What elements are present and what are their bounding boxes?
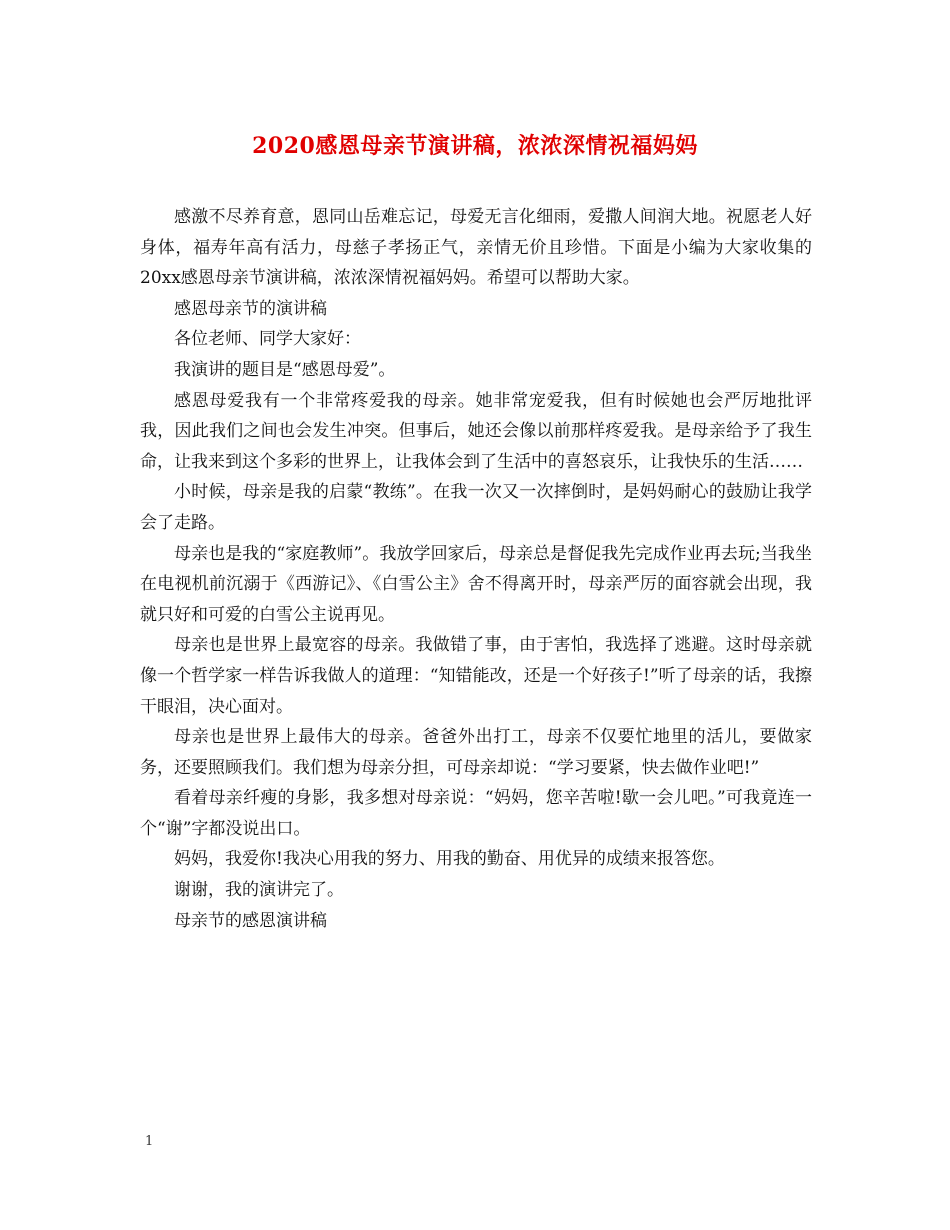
paragraph: 谢谢，我的演讲完了。 [174,880,344,901]
document-title: 2020感恩母亲节演讲稿，浓浓深情祝福妈妈 [252,133,698,159]
paragraph: 看着母亲纤瘦的身影，我多想对母亲说：“妈妈，您辛苦啦!歇一会儿吧。”可我竟连一个“谢”字都没说出口。 [140,788,812,839]
paragraph-heading-2: 母亲节的感恩演讲稿 [174,910,327,931]
paragraph-topic: 我演讲的题目是“感恩母爱”。 [174,359,396,380]
paragraph: 感恩母爱我有一个非常疼爱我的母亲。她非常宠爱我，但有时候她也会严厉地批评我，因此我们之间也会发生冲突。但事后，她还会像以前那样疼爱我。是母亲给予了我生命，让我来到这个多彩的世界上，让我体会到了生活中的喜怒哀乐，让我快乐的生活…… [140,390,812,472]
paragraph: 母亲也是我的“家庭教师”。我放学回家后，母亲总是督促我先完成作业再去玩;当我坐在电视机前沉溺于《西游记》、《白雪公主》舍不得离开时，母亲严厉的面容就会出现，我就只好和可爱的白雪公主说再见。 [140,543,812,625]
paragraph-greeting: 各位老师、同学大家好： [174,329,361,350]
page-number: 1 [145,1134,154,1149]
paragraph: 母亲也是世界上最伟大的母亲。爸爸外出打工，母亲不仅要忙地里的活儿，要做家务，还要照顾我们。我们想为母亲分担，可母亲却说：“学习要紧，快去做作业吧!” [140,727,812,778]
paragraph-heading-1: 感恩母亲节的演讲稿 [174,298,327,319]
paragraph: 妈妈，我爱你!我决心用我的努力、用我的勤奋、用优异的成绩来报答您。 [174,849,725,870]
paragraph: 小时候，母亲是我的启蒙“教练”。在我一次又一次摔倒时，是妈妈耐心的鼓励让我学会了走路。 [140,482,812,533]
paragraph: 母亲也是世界上最宽容的母亲。我做错了事，由于害怕，我选择了逃避。这时母亲就像一个哲学家一样告诉我做人的道理：“知错能改，还是一个好孩子!”听了母亲的话，我擦干眼泪，决心面对。 [140,635,812,717]
paragraph-intro: 感激不尽养育意，恩同山岳难忘记，母爱无言化细雨，爱撒人间润大地。祝愿老人好身体，福寿年高有活力，母慈子孝扬正气，亲情无价且珍惜。下面是小编为大家收集的20xx感恩母亲节演讲稿，浓浓深情祝福妈妈。希望可以帮助大家。 [140,207,812,289]
document-body [140,202,812,936]
